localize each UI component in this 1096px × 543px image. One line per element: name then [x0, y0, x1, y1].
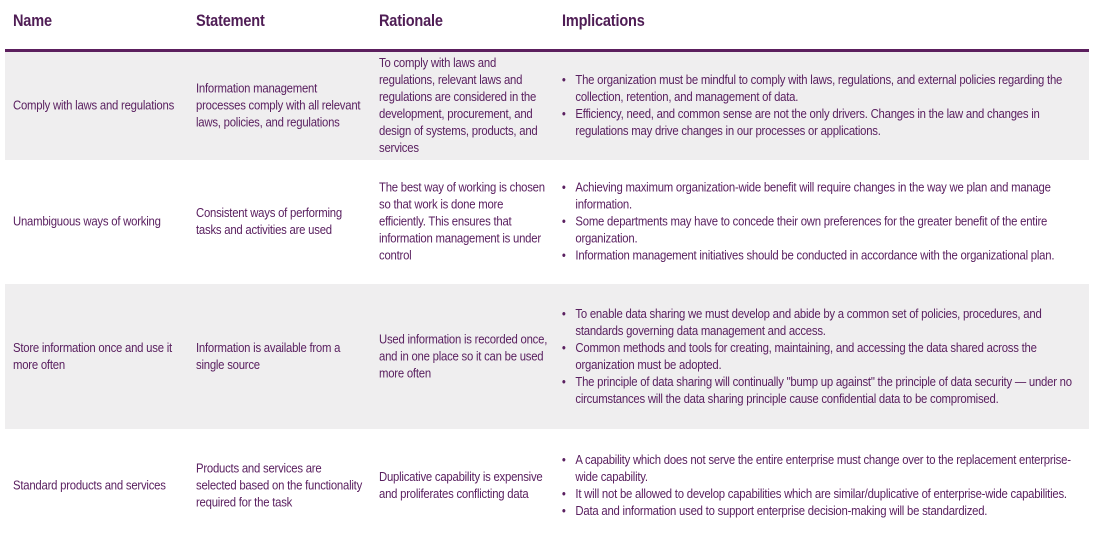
list-item: • The organization must be mindful to comply with laws, regulations, and external policies regarding the collection, retention, and management of data.	[561, 73, 1063, 104]
table-row	[5, 160, 1089, 284]
list-item: • Information management initiatives should be conducted in accordance with the organizational plan.	[561, 248, 1055, 263]
bullet-icon: •	[561, 180, 566, 195]
cell-rationale: The best way of working is chosen so that work is done more efficiently. This ensures that information management is under control	[379, 180, 545, 263]
bullet-icon: •	[561, 374, 566, 389]
implications-list	[561, 306, 1088, 408]
bullet-icon: •	[561, 107, 566, 121]
cell-statement: Products and services are selected based on the functionality required for the task	[196, 461, 363, 510]
cell-statement: Information is available from a single source	[196, 340, 341, 372]
list-item: • Achieving maximum organization-wide benefit will require changes in the way we plan and manage information.	[561, 180, 1051, 212]
list-item: • Common methods and tools for creating, maintaining, and accessing the data shared across the organization must be adopted.	[561, 340, 1037, 372]
cell-name: Standard products and services	[13, 478, 166, 493]
list-item: • Efficiency, need, and common sense are not the only drivers. Changes in the law and changes in regulations may drive changes in our processes or applications.	[561, 107, 1040, 138]
cell-implications	[561, 452, 1089, 520]
implications-list	[561, 180, 1088, 265]
cell-rationale: To comply with laws and regulations, relevant laws and regulations are considered in the development, procurement, and design of systems, products, and services	[379, 56, 538, 155]
implications-list	[561, 452, 1088, 520]
list-item: • The principle of data sharing will continually "bump up against" the principle of data security — under no circumstances will the data sharing principle cause confidential data to be compromised.	[561, 374, 1072, 406]
bullet-icon: •	[561, 487, 566, 501]
column-header-rationale: Rationale	[379, 12, 443, 30]
bullet-icon: •	[561, 248, 566, 263]
bullet-icon: •	[561, 340, 566, 355]
list-item: • Some departments may have to concede their own preferences for the greater benefit of the entire organization.	[561, 214, 1048, 246]
cell-statement: Consistent ways of performing tasks and activities are used	[196, 206, 342, 237]
column-header-implications: Implications	[562, 12, 645, 30]
table-row	[5, 429, 1089, 543]
cell-name: Unambiguous ways of working	[13, 214, 161, 229]
column-header-statement: Statement	[196, 12, 265, 30]
implications-list	[561, 72, 1088, 140]
principles-table	[5, 0, 1089, 543]
cell-implications	[561, 306, 1089, 408]
cell-implications	[561, 72, 1089, 140]
list-item: • A capability which does not serve the entire enterprise must change over to the replacement enterprise-wide capability.	[561, 453, 1071, 484]
table-row	[5, 52, 1089, 160]
cell-statement: Information management processes comply with all relevant laws, policies, and regulations	[196, 81, 361, 130]
list-item: • Data and information used to support enterprise decision-making will be standardized.	[561, 504, 988, 518]
bullet-icon: •	[561, 306, 566, 321]
bullet-icon: •	[561, 504, 566, 518]
cell-name: Store information once and use it more often	[13, 340, 172, 372]
column-header-name: Name	[13, 12, 52, 30]
bullet-icon: •	[561, 453, 566, 467]
cell-implications	[561, 180, 1089, 265]
table-header	[5, 0, 1089, 52]
list-item: • It will not be allowed to develop capabilities which are similar/duplicative of enterprise-wide capabilities.	[561, 487, 1067, 501]
bullet-icon: •	[561, 214, 566, 229]
table-row	[5, 284, 1089, 429]
cell-rationale: Duplicative capability is expensive and proliferates conflicting data	[379, 470, 543, 501]
list-item: • To enable data sharing we must develop and abide by a common set of policies, procedures, and standards governing data management and access.	[561, 306, 1042, 338]
bullet-icon: •	[561, 73, 566, 87]
cell-name: Comply with laws and regulations	[13, 98, 175, 113]
cell-rationale: Used information is recorded once, and in one place so it can be used more often	[379, 332, 548, 380]
